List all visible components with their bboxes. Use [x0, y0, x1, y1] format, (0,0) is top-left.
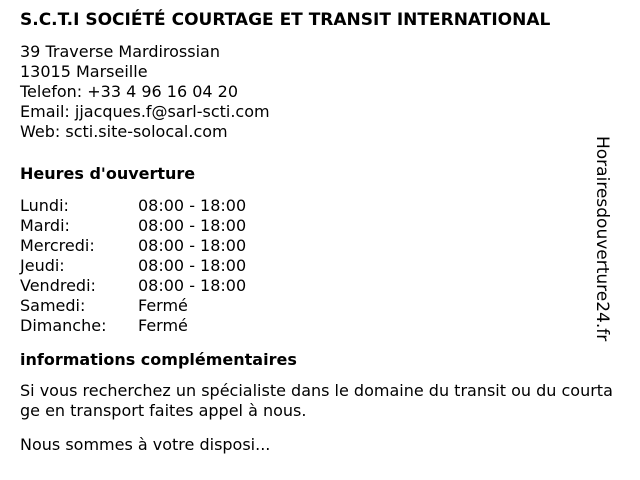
address-city: 13015 Marseille: [20, 62, 148, 81]
site-watermark: Horairesdouverture24.fr: [592, 136, 612, 342]
hours-time: 08:00 - 18:00: [138, 256, 247, 275]
hours-row: [20, 216, 620, 236]
phone-text: Telefon: +33 4 96 16 04 20: [20, 82, 239, 101]
info-description: Si vous recherchez un spécialiste dans le domaine du transit ou du courtage en transport faites appel à nous.: [20, 381, 613, 420]
hours-time: 08:00 - 18:00: [138, 216, 247, 235]
business-name: S.C.T.I SOCIÉTÉ COURTAGE ET TRANSIT INTERNATIONAL: [20, 10, 551, 30]
hours-time: Fermé: [138, 296, 188, 315]
hours-day: Jeudi:: [20, 256, 65, 275]
address-street: 39 Traverse Mardirossian: [20, 42, 220, 61]
hours-day: Mercredi:: [20, 236, 95, 255]
hours-heading: Heures d'ouverture: [20, 164, 196, 183]
hours-day: Dimanche:: [20, 316, 107, 335]
contact-block: [20, 42, 620, 142]
email-text: Email: jjacques.f@sarl-scti.com: [20, 102, 270, 121]
hours-time: 08:00 - 18:00: [138, 236, 247, 255]
hours-day: Lundi:: [20, 196, 69, 215]
hours-row: [20, 196, 620, 216]
hours-row: [20, 296, 620, 316]
hours-time: 08:00 - 18:00: [138, 196, 247, 215]
business-card: [20, 10, 620, 455]
hours-row: [20, 236, 620, 256]
hours-row: [20, 276, 620, 296]
info-more-text: Nous sommes à votre disposi...: [20, 435, 271, 454]
hours-day: Samedi:: [20, 296, 86, 315]
hours-day: Mardi:: [20, 216, 70, 235]
web-text: Web: scti.site-solocal.com: [20, 122, 228, 141]
info-heading: informations complémentaires: [20, 350, 297, 369]
hours-table: [20, 196, 620, 336]
hours-time: Fermé: [138, 316, 188, 335]
hours-time: 08:00 - 18:00: [138, 276, 247, 295]
hours-row: [20, 316, 620, 336]
hours-day: Vendredi:: [20, 276, 96, 295]
hours-row: [20, 256, 620, 276]
